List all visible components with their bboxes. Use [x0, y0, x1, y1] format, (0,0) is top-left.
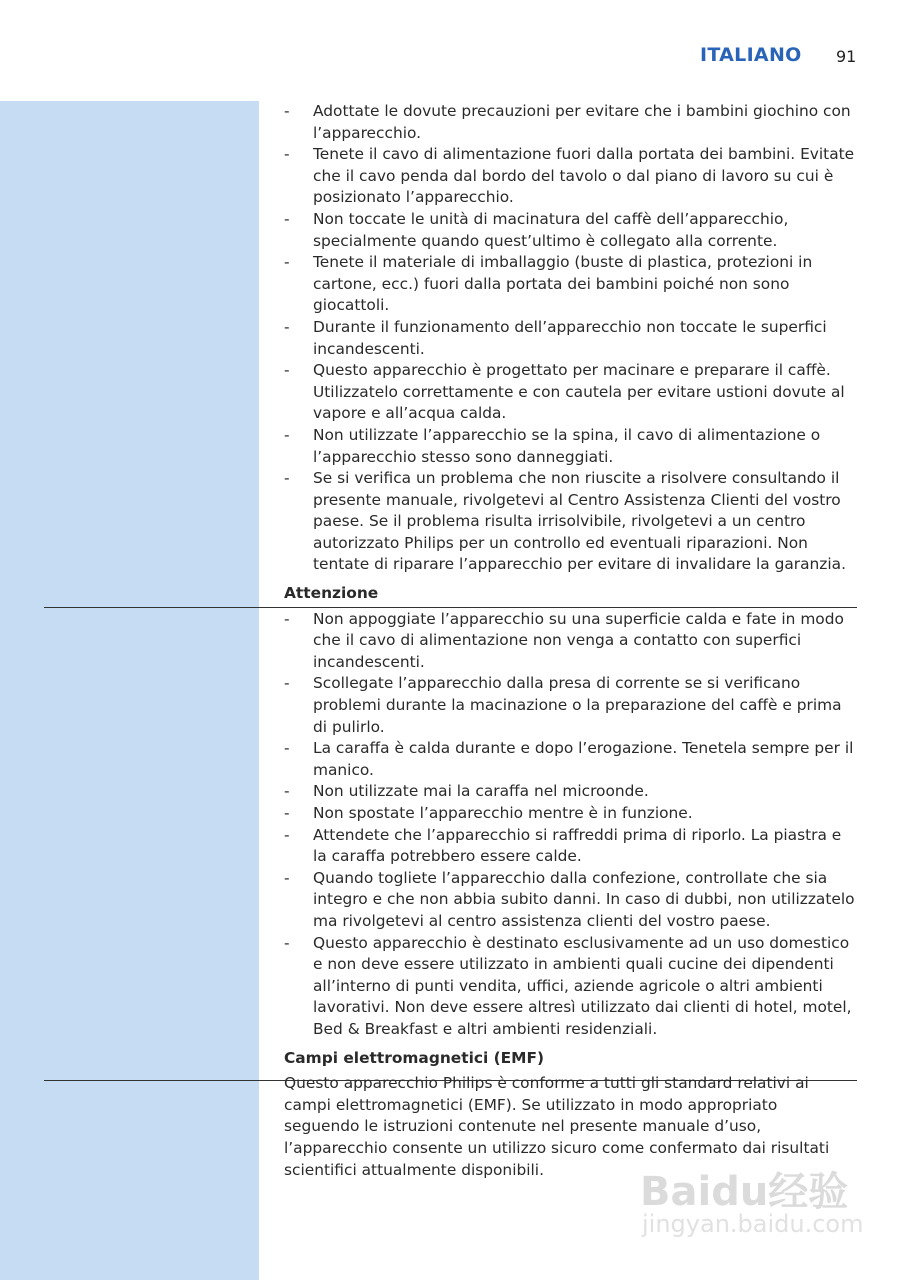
section-title-emf: Campi elettromagnetici (EMF): [284, 1048, 545, 1067]
watermark-logo: Baidu经验: [640, 1169, 849, 1215]
section-divider-attenzione: [44, 607, 857, 608]
list-item: - Non appoggiate l’apparecchio su una superficie calda e fate in modo che il cavo di alimentazione non venga a contatto con superfici incandescenti.: [284, 609, 856, 674]
list-item: - Questo apparecchio è destinato esclusivamente ad un uso domestico e non deve essere utilizzato in ambienti quali cucine dei dipendenti all’interno di punti vendita, uffici, aziende agricole o altri ambienti lavorativi. Non deve essere altresì utilizzato dai clienti di hotel, motel, Bed & Breakfast e altri ambienti residenziali.: [284, 933, 856, 1041]
list-item: - Attendete che l’apparecchio si raffreddi prima di riporlo. La piastra e la caraffa potrebbero essere calde.: [284, 825, 856, 868]
emf-paragraph: Questo apparecchio Philips è conforme a tutti gli standard relativi ai campi elettromagnetici (EMF). Se utilizzato in modo appropriato seguendo le istruzioni contenute nel presente manuale d’uso, l’apparecchio consente un utilizzo sicuro come confermato dai risultati scientifici attualmente disponibili.: [284, 1074, 830, 1179]
list-item: - Non utilizzate mai la caraffa nel microonde.: [284, 781, 856, 803]
list-item: - Non toccate le unità di macinatura del caffè dell’apparecchio, specialmente quando quest’ultimo è collegato alla corrente.: [284, 209, 856, 252]
list-item: - Se si verifica un problema che non riuscite a risolvere consultando il presente manuale, rivolgetevi al Centro Assistenza Clienti del vostro paese. Se il problema risulta irrisolvibile, rivolgetevi a un centro autorizzato Philips per un controllo ed eventuali riparazioni. Non tentate di riparare l’apparecchio per evitare di invalidare la garanzia.: [284, 468, 856, 576]
list-item: - Non utilizzate l’apparecchio se la spina, il cavo di alimentazione o l’apparecchio stesso sono danneggiati.: [284, 425, 856, 468]
attenzione-list: [284, 609, 856, 1041]
watermark-url: jingyan.baidu.com: [642, 1210, 864, 1238]
list-item: - Adottate le dovute precauzioni per evitare che i bambini giochino con l’apparecchio.: [284, 101, 856, 144]
list-item: - Durante il funzionamento dell’apparecchio non toccate le superfici incandescenti.: [284, 317, 856, 360]
list-item: - Scollegate l’apparecchio dalla presa di corrente se si verificano problemi durante la macinazione o la preparazione del caffè e prima di pulirlo.: [284, 673, 856, 738]
list-item: - Tenete il cavo di alimentazione fuori dalla portata dei bambini. Evitate che il cavo penda dal bordo del tavolo o dal piano di lavoro su cui è posizionato l’apparecchio.: [284, 144, 856, 209]
language-label: ITALIANO: [700, 44, 802, 66]
list-item: - Tenete il materiale di imballaggio (buste di plastica, protezioni in cartone, ecc.) fuori dalla portata dei bambini poiché non sono giocattoli.: [284, 252, 856, 317]
page-number: 91: [836, 47, 857, 66]
safety-list: [284, 101, 856, 576]
list-item: - Questo apparecchio è progettato per macinare e preparare il caffè. Utilizzatelo correttamente e con cautela per evitare ustioni dovute al vapore e all’acqua calda.: [284, 360, 856, 425]
watermark: [640, 1160, 870, 1250]
sidebar-band: [0, 101, 259, 1280]
list-item: - Quando togliete l’apparecchio dalla confezione, controllate che sia integro e che non abbia subito danni. In caso di dubbi, non utilizzatelo ma rivolgetevi al centro assistenza clienti del vostro paese.: [284, 868, 856, 933]
list-item: - La caraffa è calda durante e dopo l’erogazione. Tenetela sempre per il manico.: [284, 738, 856, 781]
section-divider-emf: [44, 1080, 857, 1081]
main-content: [284, 101, 856, 1181]
list-item: - Non spostate l’apparecchio mentre è in funzione.: [284, 803, 856, 825]
section-title-attenzione: Attenzione: [284, 584, 379, 603]
